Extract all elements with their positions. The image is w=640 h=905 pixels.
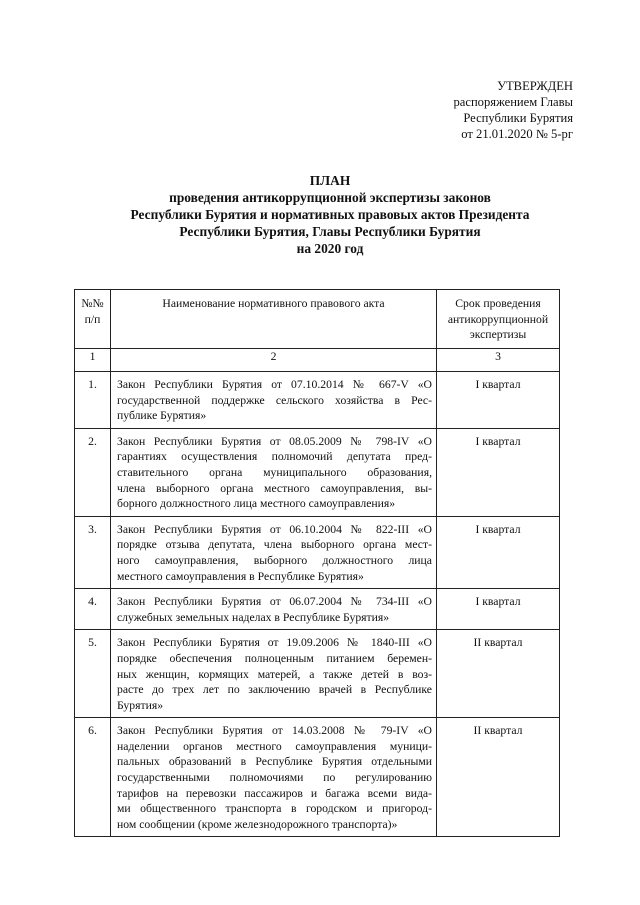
row-act-name-line: Закон Республики Бурятия от 06.07.2004 № 734-III «О [117,595,432,609]
table-header-row [75,290,560,349]
row-act-name-line: ставительного органа муниципального образования, [117,465,432,479]
row-act-name-line: местного самоуправления в Республике Бурятия» [117,569,364,583]
column-index-1: 1 [75,349,111,372]
row-term: I квартал [437,589,560,630]
header-act-name [111,290,437,349]
approval-stamp [453,78,573,142]
table-row [75,372,560,429]
row-act-name [111,589,437,630]
row-act-name-line: пальных образований в Республике Бурятия отдельными [117,755,432,769]
row-number: 2. [75,428,111,516]
row-act-name-line: Закон Республики Бурятия от 14.03.2008 № 79-IV «О [117,724,432,738]
row-act-name-line: борного должностного лица местного самоуправления» [117,497,396,511]
row-act-name-line: Закон Республики Бурятия от 07.10.2014 № 667-V «О [117,378,432,391]
row-term: I квартал [437,516,560,588]
table-row [75,428,560,516]
approval-by: распоряжением Главы [453,95,573,109]
header-act-name-text: Наименование нормативного правового акта [162,297,385,310]
row-act-name-line: ного самоуправления, выборного должностного лица [117,553,432,567]
header-number-line-1: №№ [81,297,104,310]
row-number: 3. [75,516,111,588]
header-number [75,290,111,349]
title-line-2: проведения антикоррупционной экспертизы законов [169,190,491,205]
title-line-5: на 2020 год [296,241,364,256]
row-act-name-line: служебных земельных наделах в Республике Бурятия» [117,610,390,624]
title-line-1: ПЛАН [309,173,351,188]
row-act-name-line: порядке обеспечения полноценным питанием беремен- [117,651,432,665]
table-row [75,516,560,588]
row-act-name-line: тарифов на перевозки пассажиров и багажа всеми вида- [117,786,432,800]
column-index-row [75,349,560,372]
header-number-line-2: п/п [84,312,101,326]
table-row [75,630,560,718]
approval-status: УТВЕРЖДЕН [497,79,573,93]
row-act-name-line: ми общественного транспорта в городском и пригород- [117,802,432,816]
row-act-name-line: Закон Республики Бурятия от 06.10.2004 № 822-III «О [117,522,432,536]
row-term: II квартал [437,630,560,718]
row-number: 5. [75,630,111,718]
row-number: 6. [75,718,111,837]
column-index-3: 3 [437,349,560,372]
row-act-name [111,372,437,429]
row-act-name-line: Закон Республики Бурятия от 19.09.2006 № 1840-III «О [117,636,432,650]
row-term: I квартал [437,372,560,429]
row-act-name-line: порядке отзыва депутата, члена выборного органа мест- [117,538,432,552]
row-number: 1. [75,372,111,429]
approval-authority: Республики Бурятия [463,111,573,125]
row-act-name [111,630,437,718]
row-act-name-line: Закон Республики Бурятия от 08.05.2009 № 798-IV «О [117,434,432,448]
plan-table-body [75,372,560,837]
row-act-name-line: государственными полномочиями по регулированию [117,771,432,785]
row-act-name-line: ных женщин, кормящих матерей, а также детей в воз- [117,667,432,681]
row-term: II квартал [437,718,560,837]
row-number: 4. [75,589,111,630]
row-act-name-line: государственной поддержке сельского хозяйства в Рес- [117,393,432,407]
row-act-name [111,428,437,516]
header-term-line-3: экспертизы [469,328,527,342]
row-act-name-line: наделении органов местного самоуправления муници- [117,739,432,753]
row-act-name-line: публике Бурятия» [117,409,207,423]
row-term: I квартал [437,428,560,516]
header-term-line-1: Срок проведения [455,297,541,310]
header-term [437,290,560,349]
title-line-4: Республики Бурятия, Главы Республики Бурятия [179,224,481,239]
document-title [60,172,600,257]
approval-date-number: от 21.01.2020 № 5-рг [461,127,573,141]
column-index-2: 2 [111,349,437,372]
table-row [75,589,560,630]
row-act-name-line: Бурятия» [117,698,164,712]
row-act-name-line: гарантиях осуществления полномочий депутата пред- [117,450,432,464]
table-row [75,718,560,837]
row-act-name [111,718,437,837]
row-act-name-line: члена выборного органа местного самоуправления, вы- [117,481,432,495]
header-term-line-2: антикоррупционной [447,312,549,326]
title-line-3: Республики Бурятия и нормативных правовых актов Президента [130,207,530,222]
plan-table [74,289,560,837]
row-act-name [111,516,437,588]
row-act-name-line: расте до трех лет по заключению врачей в Республике [117,683,432,697]
row-act-name-line: ном сообщении (кроме железнодорожного транспорта)» [117,817,398,831]
